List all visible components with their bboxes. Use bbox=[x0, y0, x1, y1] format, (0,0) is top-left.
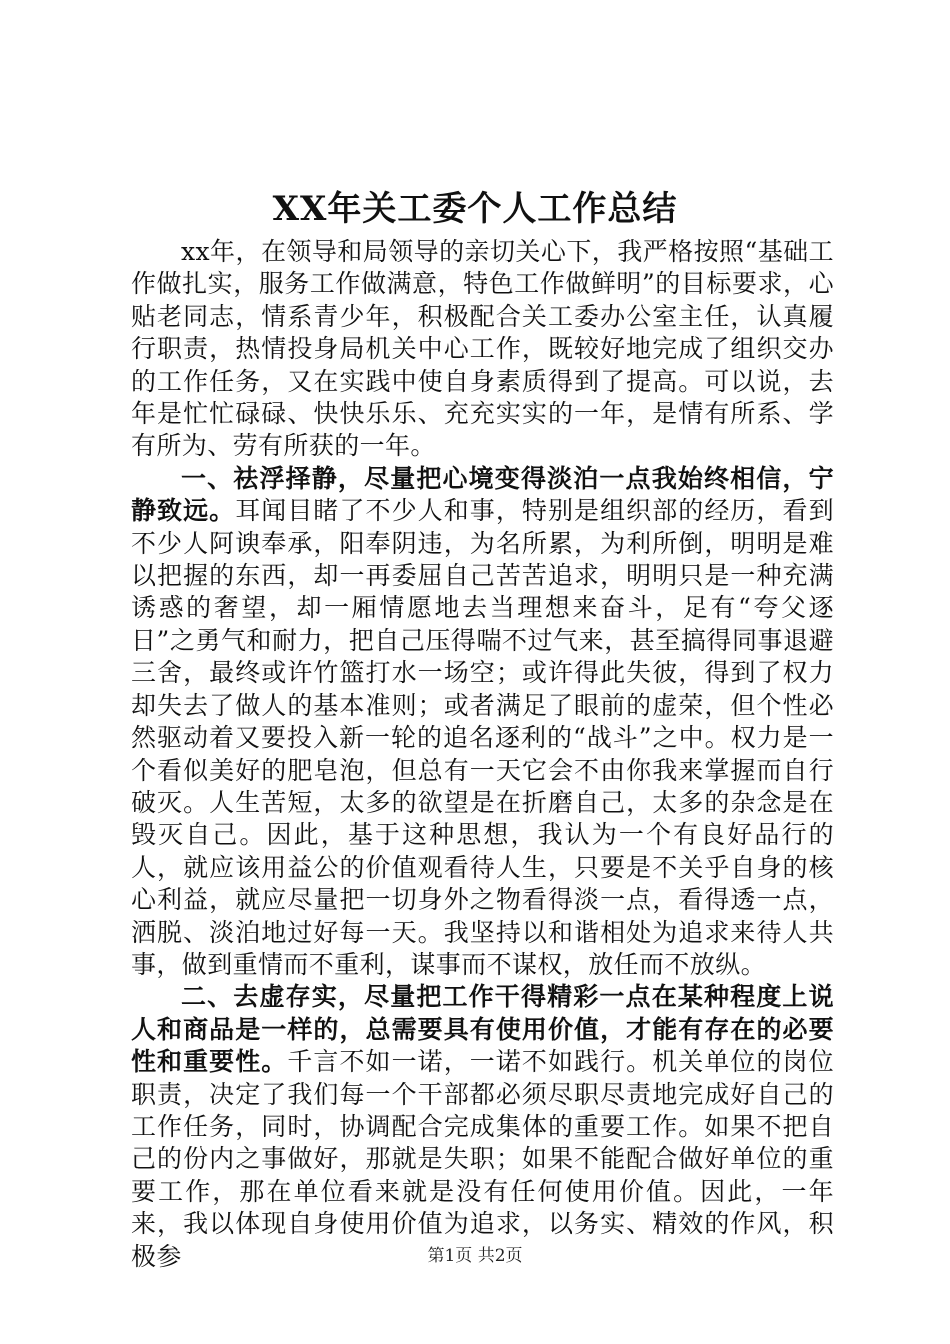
section-heading: 一、祛浮择静，尽量把心境变得淡泊一点我始终相信，宁静致远。 bbox=[131, 463, 834, 526]
document-body bbox=[131, 236, 834, 1273]
document-title: XX年关工委个人工作总结 bbox=[272, 189, 678, 229]
paragraph-text: xx年，在领导和局领导的亲切关心下，我严格按照“基础工作做扎实，服务工作做满意，特色工作做鲜明”的目标要求，心贴老同志，情系青少年，积极配合关工委办公室主任，认真履行职责，热情投身局机关中心工作，既较好地完成了组织交办的工作任务，又在实践中使自身素质得到了提高。可以说，去年是忙忙碌碌、快快乐乐、充充实实的一年，是情有所系、学有所为、劳有所获的一年。 bbox=[131, 237, 834, 461]
paragraph-section-one bbox=[131, 463, 834, 982]
paragraph-intro bbox=[131, 236, 834, 463]
paragraph-section-two bbox=[131, 981, 834, 1273]
paragraph-text: 千言不如一诺，一诺不如践行。机关单位的岗位职责，决定了我们每一个干部都必须尽职尽责地完成好自己的工作任务，同时，协调配合完成集体的重要工作。如果不把自己的份内之事做好，那就是失职；如果不能配合做好单位的重要工作，那在单位看来就是没有任何使用价值。因此，一年来，我以体现自身使用价值为追求，以务实、精效的作风，积极参 bbox=[131, 1047, 834, 1271]
section-heading: 二、去虚存实，尽量把工作干得精彩一点在某种程度上说人和商品是一样的，总需要具有使用价值，才能有存在的必要性和重要性。 bbox=[131, 982, 834, 1077]
page-number-footer: 第1页 共2页 bbox=[427, 1246, 523, 1266]
paragraph-text: 耳闻目睹了不少人和事，特别是组织部的经历，看到不少人阿谀奉承，阳奉阴违，为名所累，为利所倒，明明是难以把握的东西，却一再委屈自己苦苦追求，明明只是一种充满诱惑的奢望，却一厢情愿地去当理想来奋斗，足有“夸父逐日”之勇气和耐力，把自己压得喘不过气来，甚至搞得同事退避三舍，最终或许竹篮打水一场空；或许得此失彼，得到了权力却失去了做人的基本准则；或者满足了眼前的虚荣，但个性必然驱动着又要投入新一轮的追名逐利的“战斗”之中。权力是一个看似美好的肥皂泡，但总有一天它会不由你我来掌握而自行破灭。人生苦短，太多的欲望是在折磨自己，太多的杂念是在毁灭自己。因此，基于这种思想，我认为一个有良好品行的人，就应该用益公的价值观看待人生，只要是不关乎自身的核心利益，就应尽量把一切身外之物看得淡一点，看得透一点，洒脱、淡泊地过好每一天。我坚持以和谐相处为追求来待人共事，做到重情而不重利，谋事而不谋权，放任而不放纵。 bbox=[131, 496, 834, 979]
